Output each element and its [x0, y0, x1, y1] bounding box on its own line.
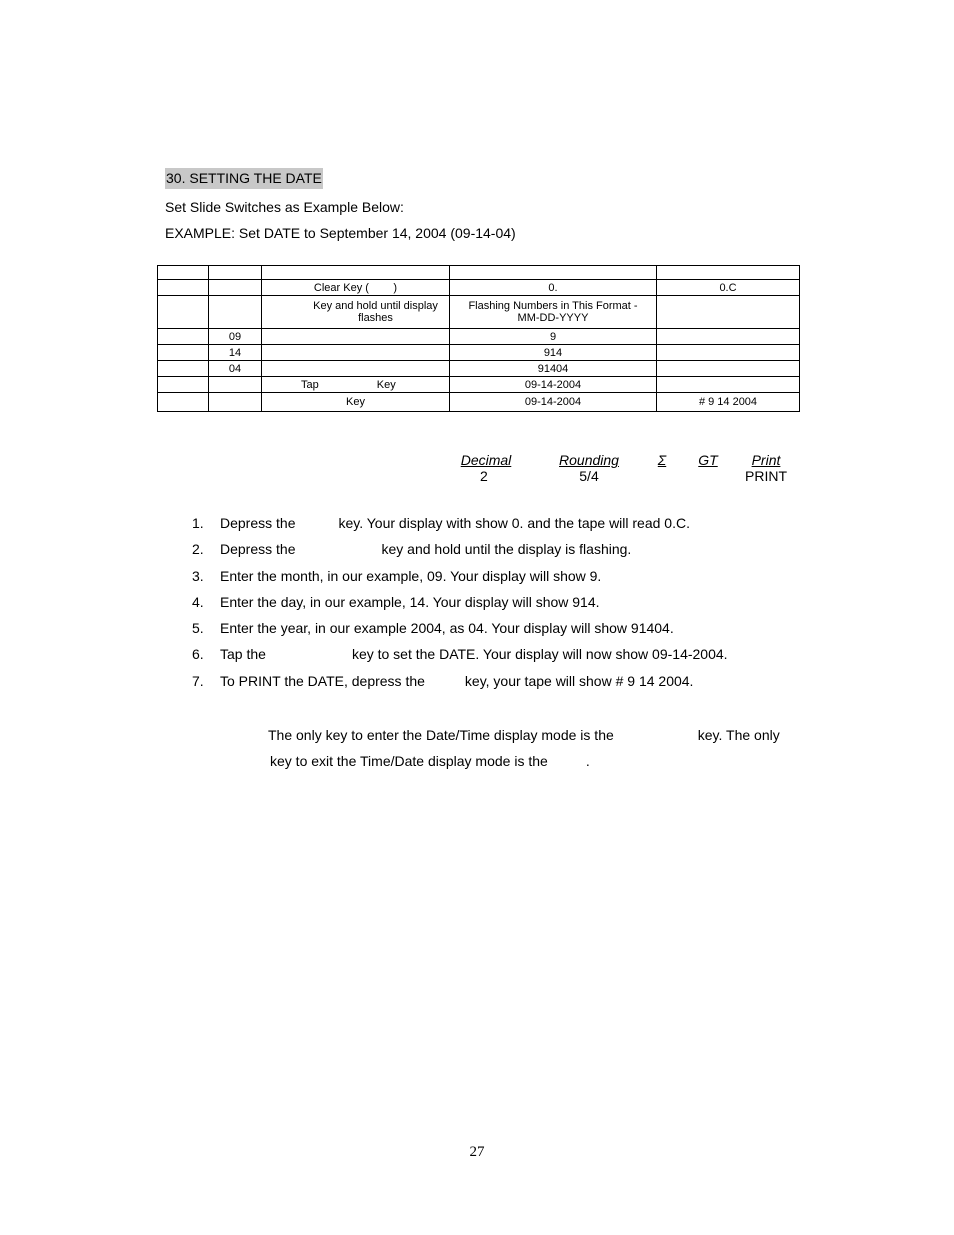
table-cell	[158, 266, 209, 280]
step-text: Depress the	[220, 541, 296, 558]
table-cell	[262, 266, 450, 280]
switch-gt	[694, 452, 722, 468]
table-cell	[657, 329, 800, 345]
table-cell: 09-14-2004	[450, 393, 657, 412]
list-item	[192, 592, 728, 618]
table-row	[158, 377, 800, 393]
table-row	[158, 266, 800, 280]
table-cell	[209, 280, 262, 296]
step-text: key and hold until the display is flashing.	[381, 541, 632, 558]
step-text: Enter the year, in our example 2004, as 04. Your display will show 91404.	[220, 620, 674, 637]
list-number: 7.	[192, 672, 204, 689]
step-text: Enter the day, in our example, 14. Your display will show 914.	[220, 593, 600, 610]
list-number: 5.	[192, 620, 204, 637]
example-text: EXAMPLE: Set DATE to September 14, 2004 (09-14-04)	[165, 225, 516, 241]
note-text: The only key to enter the Date/Time display mode is the	[268, 727, 614, 743]
table-cell: 09-14-2004	[450, 377, 657, 393]
list-item	[192, 566, 728, 592]
list-item	[192, 618, 728, 644]
table-row	[158, 361, 800, 377]
switch-rounding	[553, 452, 625, 484]
switch-decimal	[455, 452, 517, 484]
table-cell: 0.C	[657, 280, 800, 296]
table-cell: # 9 14 2004	[657, 393, 800, 412]
note-text: key. The only	[697, 727, 780, 743]
switch-label: Rounding	[559, 452, 619, 468]
step-text: key. Your display with show 0. and the tape will read 0.C.	[338, 515, 690, 531]
table-cell	[158, 361, 209, 377]
table-row	[158, 296, 800, 329]
switch-label: Decimal	[460, 452, 512, 468]
table-cell	[262, 345, 450, 361]
table-row	[158, 345, 800, 361]
page-number: 27	[469, 1144, 485, 1160]
table-cell: 04	[209, 361, 262, 377]
list-item	[192, 671, 728, 697]
table-cell	[209, 377, 262, 393]
table-row	[158, 280, 800, 296]
table-cell: 9	[450, 329, 657, 345]
table-cell: Clear Key ( )	[262, 280, 450, 296]
table-cell	[158, 377, 209, 393]
switch-label: Print	[751, 452, 781, 468]
step-text: key, your tape will show # 9 14 2004.	[464, 672, 694, 689]
table-cell	[657, 266, 800, 280]
switch-print	[743, 452, 789, 484]
table-cell	[158, 393, 209, 412]
table-cell	[657, 377, 800, 393]
table-cell	[158, 345, 209, 361]
note-line-1	[268, 726, 780, 744]
list-item	[192, 539, 728, 565]
switch-label: GT	[698, 452, 718, 468]
step-text: key to set the DATE. Your display will now show 09-14-2004.	[351, 646, 728, 663]
table-row	[158, 329, 800, 345]
table-cell	[158, 280, 209, 296]
table-cell	[262, 329, 450, 345]
step-text: Enter the month, in our example, 09. Your display will show 9.	[220, 567, 602, 584]
switch-value: 5/4	[579, 468, 599, 484]
table-cell: 09	[209, 329, 262, 345]
table-cell	[657, 345, 800, 361]
step-text: Depress the	[220, 515, 296, 531]
table-cell: Key and hold until display flashes	[262, 296, 450, 329]
table-cell	[158, 296, 209, 329]
table-row	[158, 393, 800, 412]
list-number: 6.	[192, 646, 204, 663]
table-cell	[209, 296, 262, 329]
table-cell	[657, 296, 800, 329]
switch-label: Σ	[657, 452, 667, 468]
table-cell	[657, 361, 800, 377]
table-cell: Key	[262, 393, 450, 412]
list-item	[192, 644, 728, 670]
switch-value: PRINT	[745, 468, 787, 484]
step-text: Tap the	[220, 646, 266, 663]
list-number: 3.	[192, 567, 204, 584]
table-cell	[158, 329, 209, 345]
switch-value: 2	[480, 468, 488, 484]
table-cell: 14	[209, 345, 262, 361]
table-cell: 91404	[450, 361, 657, 377]
note-line-2	[270, 752, 590, 770]
list-item	[192, 513, 728, 539]
table-cell	[209, 266, 262, 280]
step-text: To PRINT the DATE, depress the	[220, 672, 425, 689]
steps-table	[157, 265, 800, 412]
note-text: key to exit the Time/Date display mode is the	[270, 753, 548, 769]
intro-text: Set Slide Switches as Example Below:	[165, 199, 404, 215]
table-cell: 0.	[450, 280, 657, 296]
table-cell	[209, 393, 262, 412]
list-number: 4.	[192, 593, 204, 610]
table-cell	[450, 266, 657, 280]
instruction-list	[192, 513, 728, 697]
table-cell: Tap Key	[262, 377, 450, 393]
table-cell: 914	[450, 345, 657, 361]
note-text: .	[585, 753, 590, 769]
table-cell: Flashing Numbers in This Format - MM-DD-YYYY	[450, 296, 657, 329]
section-heading: 30. SETTING THE DATE	[165, 168, 323, 189]
list-number: 2.	[192, 541, 204, 558]
table-cell	[262, 361, 450, 377]
switch-sigma	[652, 452, 672, 468]
list-number: 1.	[192, 515, 204, 531]
